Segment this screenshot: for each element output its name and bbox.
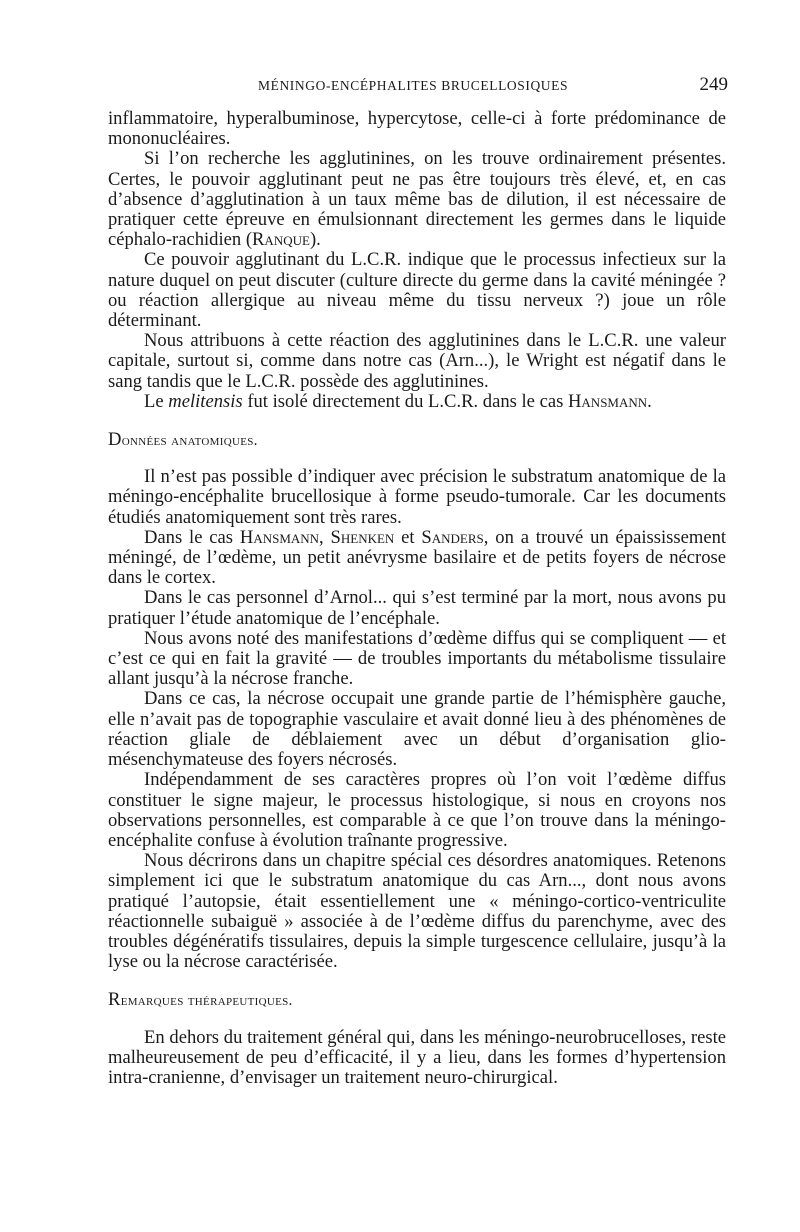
author-name: Hansmann, Shenken (239, 526, 395, 548)
paragraph: Dans ce cas, la nécrose occupait une grande partie de l’hémisphère gauche, elle n’avait pas de topographie vasculaire et avait donné lieu à des phénomènes de réaction gliale de déblaiement avec un début d’organisation glio-mésenchymateuse des foyers nécrosés. (108, 688, 726, 771)
paragraph: Dans le cas personnel d’Arnol... qui s’est terminé par la mort, nous avons pu pratiquer l’étude anatomique de l’encéphale. (108, 587, 726, 629)
running-title: MÉNINGO-ENCÉPHALITES BRUCELLOSIQUES (258, 78, 569, 93)
paragraph-text: Dans le cas (144, 526, 234, 548)
paragraph-text: Si l’on recherche les agglutinines, on les trouve ordinairement présentes. Certes, le pouvoir agglutinant peut ne pas être toujours très élevé, et, en cas d’absence d’agglutination à un taux même bas de dilution, il est nécessaire de pratiquer cette épreuve en émulsionnant directement les germes dans le liquide céphalo-rachidien (108, 148, 726, 251)
heading-rest: onnées anatomiques. (121, 432, 258, 450)
author-name: Ranque (252, 229, 310, 251)
heading-initial: R (108, 989, 121, 1011)
page-number: 249 (699, 74, 728, 95)
paragraph-text: Le (144, 390, 164, 412)
paragraph-text: fut isolé directement du L.C.R. dans le cas (247, 390, 564, 412)
running-header (108, 74, 728, 98)
paragraph: Nous attribuons à cette réaction des agglutinines dans le L.C.R. une valeur capitale, surtout si, comme dans notre cas (Arn...), le Wright est négatif dans le sang tandis que le L.C.R. possède des agglutinines. (108, 330, 726, 392)
paragraph: inflammatoire, hyperalbuminose, hypercytose, celle-ci à forte prédominance de mononucléaires. (108, 108, 726, 150)
paragraph-text: on a trouvé un épaississement méningé, de l’œdème, un petit anévrysme basilaire et de petits foyers de nécrose dans le cortex. (108, 526, 727, 589)
paragraph: Indépendamment de ses caractères propres où l’on voit l’œdème diffus constituer le signe majeur, le processus histologique, si nous en croyons nos observations personnelles, est comparable à ce que l’on trouve dans la méningo-encéphalite confuse à évolution traînante progressive. (108, 769, 726, 851)
paragraph: En dehors du traitement général qui, dans les méningo-neurobrucelloses, reste malheureusement de peu d’efficacité, il y a lieu, dans les formes d’hypertension intra-cranienne, d’envisager un traitement neuro-chirurgical. (108, 1026, 726, 1088)
paragraph (108, 528, 726, 589)
heading-rest: emarques thérapeutiques. (120, 992, 293, 1010)
section-heading-therapeutiques (108, 990, 726, 1011)
heading-initial: D (108, 429, 122, 451)
body-text (108, 109, 726, 1088)
paragraph: Il n’est pas possible d’indiquer avec précision le substratum anatomique de la méningo-encéphalite brucellosique à forme pseudo-tumorale. Car les documents étudiés anatomiquement sont très rares. (108, 466, 726, 528)
author-name: Hansmann. (567, 390, 652, 412)
species-name: melitensis (168, 390, 243, 412)
paragraph: Si l’on recherche les agglutinines, on les trouve ordinairement présentes. Certes, le pouvoir agglutinant peut ne pas être toujours très élevé, et, en cas d’absence d’agglutination à un taux même bas de dilution, il est nécessaire de pratiquer cette épreuve en émulsionnant directement les germes dans le liquide céphalo-rachidien (Ranque). (108, 148, 726, 251)
paragraph: Nous avons noté des manifestations d’œdème diffus qui se compliquent — et c’est ce qui en fait la gravité — de troubles importants du métabolisme tissulaire allant jusqu’à la nécrose franche. (108, 627, 726, 690)
paragraph: Nous décrirons dans un chapitre spécial ces désordres anatomiques. Retenons simplement ici que le substratum anatomique du cas Arn..., dont nous avons pratiqué l’autopsie, était essentiellement une « méningo-cortico-ventriculite réactionnelle subaiguë » associée à de l’œdème diffus du parenchyme, avec des troubles dégénératifs tissulaires, depuis la simple turgescence cellulaire, jusqu’à la lyse ou la nécrose caractérisée. (108, 850, 726, 973)
section-heading-anatomiques (108, 430, 726, 451)
paragraph-text: et (401, 526, 415, 548)
paragraph: Ce pouvoir agglutinant du L.C.R. indique que le processus infectieux sur la nature duquel on peut discuter (culture directe du germe dans la cavité méningée ? ou réaction allergique au niveau même du tissu nerveux ?) joue un rôle déterminant. (108, 249, 726, 332)
author-name: Sanders, (421, 526, 489, 548)
paragraph (108, 392, 726, 412)
